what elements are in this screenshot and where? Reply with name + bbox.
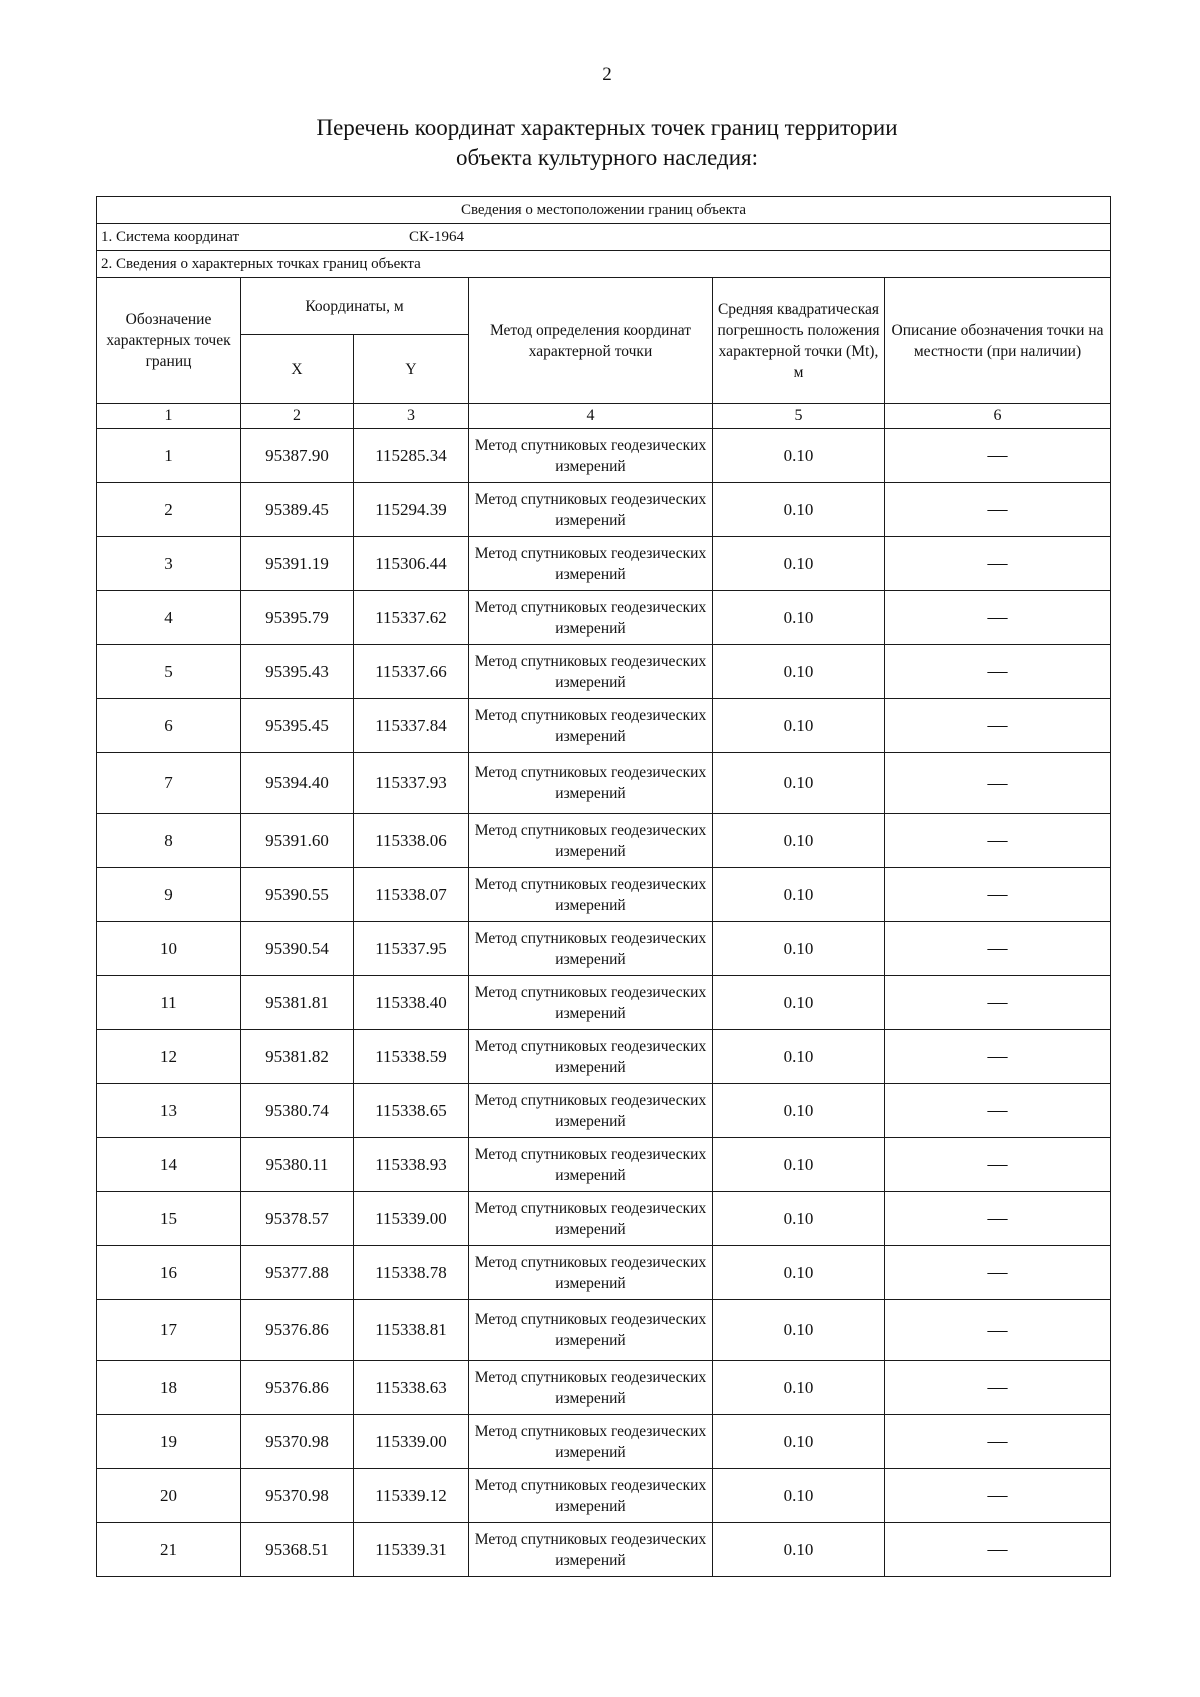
point-number-cell: 10 [97,922,241,976]
x-coordinate-cell: 95395.43 [241,645,354,699]
y-coordinate-cell: 115337.62 [354,591,469,645]
y-coordinate-cell: 115306.44 [354,537,469,591]
x-coordinate-cell: 95380.11 [241,1138,354,1192]
method-cell: Метод спутниковых геодезических измерений [469,591,713,645]
description-cell: — [885,699,1111,753]
description-cell: — [885,1084,1111,1138]
point-number-cell: 8 [97,814,241,868]
method-cell: Метод спутниковых геодезических измерений [469,1084,713,1138]
mt-error-cell: 0.10 [713,1192,885,1246]
method-cell: Метод спутниковых геодезических измерений [469,1192,713,1246]
y-coordinate-cell: 115338.65 [354,1084,469,1138]
point-number-cell: 18 [97,1361,241,1415]
mt-error-cell: 0.10 [713,591,885,645]
table-row [97,1246,1111,1300]
description-cell: — [885,976,1111,1030]
mt-error-cell: 0.10 [713,1138,885,1192]
point-number-cell: 2 [97,483,241,537]
point-number-cell: 19 [97,1415,241,1469]
method-cell: Метод спутниковых геодезических измерений [469,645,713,699]
y-coordinate-cell: 115338.93 [354,1138,469,1192]
table-row [97,814,1111,868]
x-coordinate-cell: 95370.98 [241,1415,354,1469]
mt-error-cell: 0.10 [713,1246,885,1300]
coordinate-system-cell [97,224,1111,251]
table-row [97,868,1111,922]
point-number-cell: 13 [97,1084,241,1138]
method-cell: Метод спутниковых геодезических измерений [469,868,713,922]
y-coordinate-cell: 115337.95 [354,922,469,976]
page-title-line-1: Перечень координат характерных точек границ территории [316,115,898,140]
table-row [97,591,1111,645]
page-number: 2 [602,64,612,85]
x-coordinate-cell: 95394.40 [241,753,354,814]
x-coordinate-cell: 95390.55 [241,868,354,922]
description-cell: — [885,1030,1111,1084]
method-cell: Метод спутниковых геодезических измерений [469,537,713,591]
description-cell: — [885,1415,1111,1469]
description-cell: — [885,1523,1111,1577]
y-coordinate-cell: 115338.07 [354,868,469,922]
coordinate-system-row [97,224,1111,251]
method-cell: Метод спутниковых геодезических измерений [469,1523,713,1577]
point-number-cell: 15 [97,1192,241,1246]
method-cell: Метод спутниковых геодезических измерений [469,814,713,868]
table-row [97,922,1111,976]
x-coordinate-cell: 95370.98 [241,1469,354,1523]
description-cell: — [885,1361,1111,1415]
point-number-cell: 3 [97,537,241,591]
coordinate-system-value: СК-1964 [409,228,465,245]
y-coordinate-cell: 115338.40 [354,976,469,1030]
x-coordinate-cell: 95391.60 [241,814,354,868]
y-coordinate-cell: 115339.00 [354,1415,469,1469]
table-row [97,483,1111,537]
method-cell: Метод спутниковых геодезических измерений [469,922,713,976]
header-description: Описание обозначения точки на местности (при наличии) [885,278,1111,404]
mt-error-cell: 0.10 [713,645,885,699]
points-section-row [97,251,1111,278]
table-row [97,1084,1111,1138]
mt-error-cell: 0.10 [713,868,885,922]
description-cell: — [885,429,1111,483]
description-cell: — [885,591,1111,645]
table-row [97,699,1111,753]
x-coordinate-cell: 95389.45 [241,483,354,537]
header-row-top [97,278,1111,335]
description-cell: — [885,1300,1111,1361]
column-number: 2 [241,404,354,429]
description-cell: — [885,1138,1111,1192]
header-coordinates: Координаты, м [241,278,469,335]
table-row [97,645,1111,699]
header-x: X [241,335,354,404]
y-coordinate-cell: 115337.84 [354,699,469,753]
x-coordinate-cell: 95390.54 [241,922,354,976]
mt-error-cell: 0.10 [713,1300,885,1361]
point-number-cell: 6 [97,699,241,753]
table-row [97,1361,1111,1415]
mt-error-cell: 0.10 [713,537,885,591]
table-row [97,1415,1111,1469]
x-coordinate-cell: 95391.19 [241,537,354,591]
point-number-cell: 1 [97,429,241,483]
point-number-cell: 17 [97,1300,241,1361]
y-coordinate-cell: 115338.06 [354,814,469,868]
description-cell: — [885,483,1111,537]
table-row [97,753,1111,814]
x-coordinate-cell: 95376.86 [241,1361,354,1415]
coordinates-table [96,196,1111,1577]
x-coordinate-cell: 95377.88 [241,1246,354,1300]
point-number-cell: 16 [97,1246,241,1300]
description-cell: — [885,922,1111,976]
point-number-cell: 20 [97,1469,241,1523]
method-cell: Метод спутниковых геодезических измерений [469,1415,713,1469]
method-cell: Метод спутниковых геодезических измерений [469,976,713,1030]
table-row [97,1138,1111,1192]
section-header: Сведения о местоположении границ объекта [97,197,1111,224]
method-cell: Метод спутниковых геодезических измерений [469,1361,713,1415]
y-coordinate-cell: 115294.39 [354,483,469,537]
mt-error-cell: 0.10 [713,699,885,753]
x-coordinate-cell: 95381.82 [241,1030,354,1084]
y-coordinate-cell: 115338.78 [354,1246,469,1300]
y-coordinate-cell: 115339.00 [354,1192,469,1246]
y-coordinate-cell: 115339.31 [354,1523,469,1577]
mt-error-cell: 0.10 [713,1084,885,1138]
x-coordinate-cell: 95395.45 [241,699,354,753]
description-cell: — [885,645,1111,699]
column-number: 3 [354,404,469,429]
method-cell: Метод спутниковых геодезических измерений [469,753,713,814]
header-y: Y [354,335,469,404]
table-row [97,537,1111,591]
mt-error-cell: 0.10 [713,483,885,537]
method-cell: Метод спутниковых геодезических измерений [469,1469,713,1523]
column-number: 6 [885,404,1111,429]
description-cell: — [885,868,1111,922]
point-number-cell: 9 [97,868,241,922]
method-cell: Метод спутниковых геодезических измерений [469,429,713,483]
coordinate-system-label: 1. Система координат [101,228,240,245]
mt-error-cell: 0.10 [713,1361,885,1415]
y-coordinate-cell: 115337.66 [354,645,469,699]
y-coordinate-cell: 115339.12 [354,1469,469,1523]
table-row [97,976,1111,1030]
column-number-row [97,404,1111,429]
mt-error-cell: 0.10 [713,753,885,814]
method-cell: Метод спутниковых геодезических измерений [469,1138,713,1192]
description-cell: — [885,1469,1111,1523]
method-cell: Метод спутниковых геодезических измерений [469,699,713,753]
header-error: Средняя квадратическая погрешность положения характерной точки (Mt), м [713,278,885,404]
table-row [97,429,1111,483]
y-coordinate-cell: 115338.63 [354,1361,469,1415]
point-number-cell: 5 [97,645,241,699]
point-number-cell: 12 [97,1030,241,1084]
header-designation: Обозначение характерных точек границ [97,278,241,404]
table-row [97,1523,1111,1577]
x-coordinate-cell: 95378.57 [241,1192,354,1246]
mt-error-cell: 0.10 [713,1523,885,1577]
x-coordinate-cell: 95395.79 [241,591,354,645]
points-section-label: 2. Сведения о характерных точках границ объекта [97,251,1111,278]
table-row [97,1469,1111,1523]
mt-error-cell: 0.10 [713,976,885,1030]
header-method: Метод определения координат характерной точки [469,278,713,404]
method-cell: Метод спутниковых геодезических измерений [469,1246,713,1300]
mt-error-cell: 0.10 [713,429,885,483]
point-number-cell: 7 [97,753,241,814]
page-title [0,113,1200,173]
point-number-cell: 21 [97,1523,241,1577]
x-coordinate-cell: 95381.81 [241,976,354,1030]
y-coordinate-cell: 115338.59 [354,1030,469,1084]
x-coordinate-cell: 95380.74 [241,1084,354,1138]
column-number: 5 [713,404,885,429]
y-coordinate-cell: 115337.93 [354,753,469,814]
section-header-row [97,197,1111,224]
column-number: 1 [97,404,241,429]
mt-error-cell: 0.10 [713,922,885,976]
method-cell: Метод спутниковых геодезических измерений [469,1300,713,1361]
x-coordinate-cell: 95387.90 [241,429,354,483]
point-number-cell: 4 [97,591,241,645]
table-row [97,1030,1111,1084]
method-cell: Метод спутниковых геодезических измерений [469,1030,713,1084]
description-cell: — [885,1246,1111,1300]
x-coordinate-cell: 95368.51 [241,1523,354,1577]
description-cell: — [885,753,1111,814]
mt-error-cell: 0.10 [713,814,885,868]
table-row [97,1192,1111,1246]
method-cell: Метод спутниковых геодезических измерений [469,483,713,537]
column-number: 4 [469,404,713,429]
x-coordinate-cell: 95376.86 [241,1300,354,1361]
y-coordinate-cell: 115285.34 [354,429,469,483]
point-number-cell: 11 [97,976,241,1030]
y-coordinate-cell: 115338.81 [354,1300,469,1361]
description-cell: — [885,814,1111,868]
table-row [97,1300,1111,1361]
mt-error-cell: 0.10 [713,1415,885,1469]
point-number-cell: 14 [97,1138,241,1192]
description-cell: — [885,1192,1111,1246]
page-title-line-2: объекта культурного наследия: [455,145,759,170]
mt-error-cell: 0.10 [713,1469,885,1523]
mt-error-cell: 0.10 [713,1030,885,1084]
description-cell: — [885,537,1111,591]
